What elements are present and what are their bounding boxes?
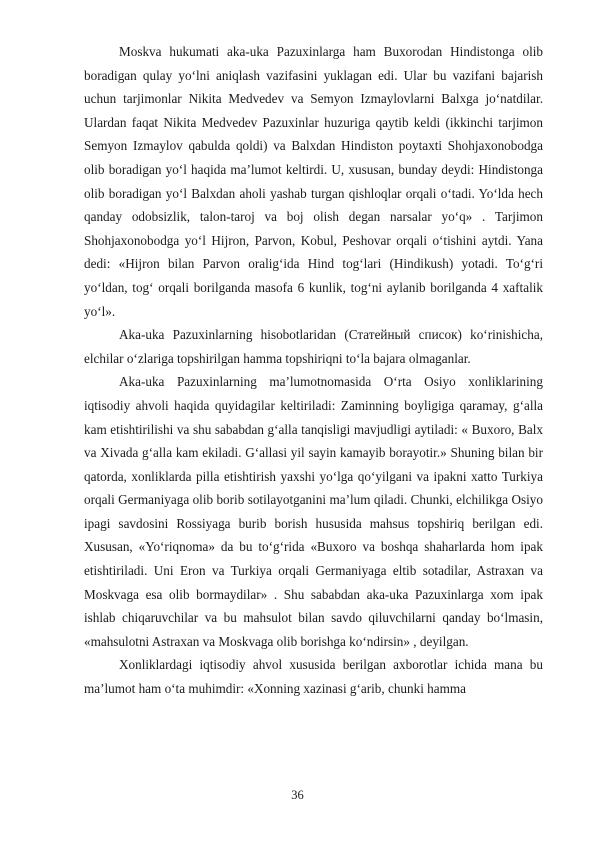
- paragraph-1: Moskva hukumati aka-uka Pazuxinlarga ham Buxorodan Hindistonga olib boradigan qulay yo‘lni aniqlash vazifasini yuklagan edi. Ular bu vazifani bajarish uchun tarjimonlar Nikita Medvedev va Semyon Izmaylovlarni Balxga jo‘natdilar. Ulardan faqat Nikita Medvedev Pazuxinlar huzuriga qaytib keldi (ikkinchi tarjimon Semyon Izmaylov qabulda qoldi) va Balxdan Hindiston poytaxti Shohjaxonobodga olib boradigan yo‘l haqida ma’lumot keltirdi. U, xususan, bunday deydi: Hindistonga olib boradigan yo‘l Balxdan aholi yashab turgan qishloqlar orqali o‘tadi. Yo‘lda hech qanday odobsizlik, talon-taroj va boj olish degan narsalar yo‘q» . Tarjimon Shohjaxonobodga yo‘l Hijron, Parvon, Kobul, Peshovar orqali o‘tishini aytdi. Yana dedi: «Hijron bilan Parvon oralig‘ida Hind tog‘lari (Hindikush) yotadi. To‘g‘ri yo‘ldan, tog‘ orqali borilganda masofa 6 kunlik, tog‘ni aylanib borilganda 4 xaftalik yo‘l».: [84, 44, 543, 319]
- paragraph-4: Xonliklardagi iqtisodiy ahvol xususida berilgan axborotlar ichida mana bu ma’lumot ham o‘ta muhimdir: «Xonning xazinasi g‘arib, chunki hamma: [84, 657, 543, 697]
- paragraph-3: Aka-uka Pazuxinlarning ma’lumotnomasida O‘rta Osiyo xonliklarining iqtisodiy ahvoli haqida quyidagilar keltiriladi: Zaminning boyligiga qaramay, g‘alla kam etishtirilishi va shu sababdan g‘alla tanqisligi mavjudligi aytiladi: « Buxoro, Balx va Xivada g‘alla kam ekiladi. G‘allasi yil sayin kamayib borayotir.» Shuning bilan bir qatorda, xonliklarda pilla etishtirish yaxshi yo‘lga qo‘yilgani va ipakni xatto Turkiya orqali Germaniyaga olib borib sotilayotganini ma’lum qiladi. Chunki, elchilikga Osiyo ipagi savdosini Rossiyaga burib borish hususida mahsus topshiriq berilgan edi. Xususan, «Yo‘riqnoma» da bu to‘g‘rida «Buxoro va boshqa shaharlarda hom ipak etishtiriladi. Uni Eron va Turkiya orqali Germaniyaga eltib sotadilar, Astraxan va Moskvaga esa olib bormaydilar» . Shu sababdan aka-uka Pazuxinlarga xom ipak ishlab chiqaruvchilar va bu mahsulot bilan savdo qiluvchilarni qanday bo‘lmasin, «mahsulotni Astraxan va Moskvaga olib borishga ko‘ndirsin» , deyilgan.: [84, 374, 543, 649]
- page-number: 36: [291, 788, 304, 802]
- paragraph-2: Aka-uka Pazuxinlarning hisobotlaridan (Статейный список) ko‘rinishicha, elchilar o‘zlariga topshirilgan hamma topshiriqni to‘la bajara olmaganlar.: [84, 327, 543, 366]
- document-page: [84, 40, 543, 701]
